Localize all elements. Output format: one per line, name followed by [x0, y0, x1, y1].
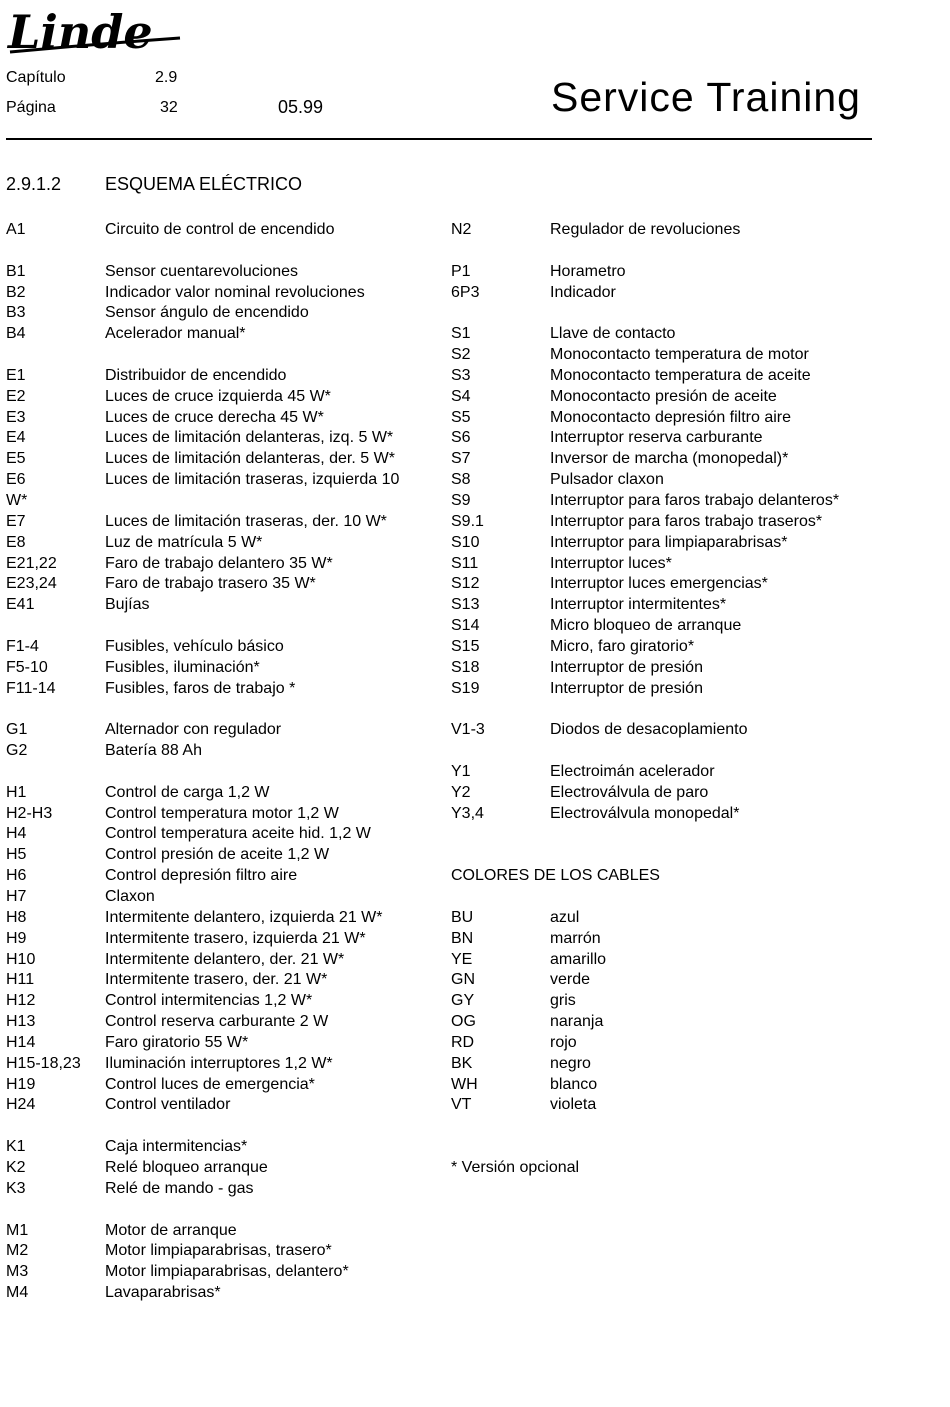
list-item: [451, 324, 881, 345]
item-code: G1: [6, 721, 28, 739]
item-description: Fusibles, faros de trabajo *: [105, 679, 296, 697]
item-code: H24: [6, 1096, 36, 1114]
item-code: BK: [451, 1054, 473, 1072]
list-item: [451, 1158, 881, 1179]
item-code: E4: [6, 429, 26, 447]
item-description: Electroválvula de paro: [550, 783, 709, 801]
item-description: Relé de mando - gas: [105, 1179, 254, 1197]
spacer: [451, 741, 881, 762]
list-item: [6, 220, 436, 241]
item-description: Interruptor de presión: [550, 658, 703, 676]
item-code: S7: [451, 450, 471, 468]
list-item: [451, 283, 881, 304]
item-code: H8: [6, 908, 27, 926]
list-item: [6, 595, 436, 616]
list-item: [6, 804, 436, 825]
item-description: Interruptor luces*: [550, 554, 672, 572]
item-code: H4: [6, 825, 27, 843]
item-description: marrón: [550, 929, 601, 947]
spacer: [451, 241, 881, 262]
item-code: B3: [6, 304, 26, 322]
item-code: S2: [451, 346, 471, 364]
page-value: 32: [160, 99, 178, 116]
item-code: H7: [6, 888, 27, 905]
item-description: Fusibles, iluminación*: [105, 658, 260, 676]
list-item: [6, 387, 436, 408]
item-code: K3: [6, 1179, 26, 1197]
item-description: amarillo: [550, 950, 607, 968]
spacer: [451, 845, 881, 866]
item-code: K2: [6, 1158, 26, 1176]
list-item: [6, 845, 436, 866]
spacer: [451, 699, 881, 720]
item-code: M2: [6, 1242, 29, 1260]
item-description: Micro, faro giratorio*: [550, 637, 695, 655]
item-description: Luces de cruce izquierda 45 W*: [105, 387, 331, 405]
spacer: [6, 345, 436, 366]
item-code: S3: [451, 366, 471, 384]
item-description: Acelerador manual*: [105, 325, 246, 343]
item-code: H19: [6, 1075, 36, 1093]
item-description: Fusibles, vehículo básico: [105, 637, 284, 655]
list-item: [6, 950, 436, 971]
item-description: Sensor ángulo de encendido: [105, 304, 309, 322]
item-description: negro: [550, 1054, 591, 1072]
list-item: [451, 929, 881, 950]
list-item: [451, 991, 881, 1012]
list-item: [451, 637, 881, 658]
item-description: Iluminación interruptores 1,2 W*: [105, 1054, 333, 1072]
item-text: W*: [6, 491, 28, 509]
list-item: [6, 679, 436, 700]
item-code: M4: [6, 1284, 29, 1302]
list-item: [451, 1095, 881, 1116]
item-description: Luces de limitación delanteras, der. 5 W*: [105, 450, 395, 468]
item-description: Indicador: [550, 283, 616, 301]
item-description: Motor de arranque: [105, 1221, 237, 1239]
list-item: [6, 1262, 436, 1283]
item-text: COLORES DE LOS CABLES: [451, 867, 660, 885]
item-description: Control ventilador: [105, 1096, 231, 1114]
list-item: [451, 720, 881, 741]
item-code: E6: [6, 471, 26, 489]
item-description: Inversor de marcha (monopedal)*: [550, 450, 789, 468]
item-text: * Versión opcional: [451, 1158, 580, 1176]
list-item: [6, 491, 436, 512]
item-code: H12: [6, 992, 36, 1010]
item-code: B1: [6, 262, 26, 280]
item-code: M3: [6, 1263, 29, 1281]
list-item: [6, 366, 436, 387]
item-description: Control luces de emergencia*: [105, 1075, 315, 1093]
list-item: [451, 595, 881, 616]
item-description: Control de carga 1,2 W: [105, 783, 270, 801]
chapter-value: 2.9: [155, 69, 178, 86]
item-code: S13: [451, 596, 480, 614]
list-item: [6, 887, 436, 908]
list-item: [6, 720, 436, 741]
list-item: [6, 428, 436, 449]
item-code: E21,22: [6, 554, 57, 572]
list-item: [6, 783, 436, 804]
item-description: Interruptor reserva carburante: [550, 429, 763, 447]
item-description: azul: [550, 908, 580, 926]
list-item: [451, 449, 881, 470]
chapter-label: Capítulo: [6, 69, 66, 86]
item-description: Motor limpiaparabrisas, delantero*: [105, 1263, 349, 1281]
item-description: naranja: [550, 1013, 604, 1031]
item-description: rojo: [550, 1033, 577, 1051]
list-item: [451, 366, 881, 387]
list-item: [451, 1033, 881, 1054]
list-item: [6, 283, 436, 304]
list-item: [6, 824, 436, 845]
list-item: [6, 470, 436, 491]
item-code: OG: [451, 1013, 476, 1031]
spacer: [6, 762, 436, 783]
item-code: 6P3: [451, 283, 480, 301]
item-code: H15-18,23: [6, 1054, 81, 1072]
item-code: H9: [6, 929, 27, 947]
item-description: Control depresión filtro aire: [105, 867, 298, 885]
item-description: Monocontacto temperatura de motor: [550, 346, 809, 364]
item-description: Electroimán acelerador: [550, 762, 715, 780]
list-item: [6, 554, 436, 575]
item-code: E3: [6, 408, 26, 426]
item-description: gris: [550, 992, 576, 1010]
list-item: [6, 1095, 436, 1116]
item-code: B2: [6, 283, 26, 301]
item-description: Intermitente delantero, der. 21 W*: [105, 950, 345, 968]
spacer: [451, 1137, 881, 1158]
item-code: H5: [6, 846, 27, 864]
item-code: P1: [451, 262, 471, 280]
list-item: [451, 574, 881, 595]
item-code: YE: [451, 950, 473, 968]
item-code: E5: [6, 450, 26, 468]
item-code: H6: [6, 867, 27, 885]
list-item: [451, 762, 881, 783]
list-item: [6, 908, 436, 929]
item-code: E41: [6, 596, 35, 614]
item-code: S14: [451, 617, 480, 635]
section-number: 2.9.1.2: [6, 174, 62, 194]
item-description: violeta: [550, 1096, 597, 1114]
list-item: [451, 428, 881, 449]
list-item: [6, 1054, 436, 1075]
item-code: H2-H3: [6, 804, 53, 822]
item-description: Lavaparabrisas*: [105, 1284, 221, 1302]
item-code: G2: [6, 742, 28, 760]
list-item: [451, 1054, 881, 1075]
item-code: S15: [451, 637, 480, 655]
item-description: Claxon: [105, 888, 155, 905]
item-description: Luces de limitación traseras, der. 10 W*: [105, 512, 387, 530]
item-description: verde: [550, 971, 591, 989]
item-description: Faro de trabajo trasero 35 W*: [105, 575, 316, 593]
item-code: B4: [6, 325, 26, 343]
item-description: Interruptor para limpiaparabrisas*: [550, 533, 788, 551]
item-code: F11-14: [6, 679, 56, 697]
list-item: [6, 408, 436, 429]
item-description: Bujías: [105, 596, 150, 614]
item-code: S19: [451, 679, 480, 697]
item-code: A1: [6, 221, 26, 238]
list-item: [6, 658, 436, 679]
spacer: [6, 1116, 436, 1137]
item-description: Luces de limitación delanteras, izq. 5 W*: [105, 429, 394, 447]
item-code: M1: [6, 1221, 29, 1239]
list-item: [6, 1179, 436, 1200]
left-column: [6, 220, 436, 1304]
item-description: blanco: [550, 1075, 598, 1093]
header-divider: [6, 138, 872, 140]
list-item: [451, 512, 881, 533]
list-item: [6, 262, 436, 283]
item-description: Intermitente trasero, der. 21 W*: [105, 971, 328, 989]
item-description: Horametro: [550, 262, 626, 280]
list-item: [6, 1137, 436, 1158]
item-code: F5-10: [6, 658, 48, 676]
item-code: V1-3: [451, 721, 485, 739]
item-description: Interruptor para faros trabajo traseros*: [550, 512, 823, 530]
item-description: Faro de trabajo delantero 35 W*: [105, 554, 333, 572]
item-description: Control temperatura motor 1,2 W: [105, 804, 339, 822]
list-item: [6, 970, 436, 991]
item-code: S10: [451, 533, 480, 551]
item-code: Y2: [451, 783, 471, 801]
spacer: [6, 616, 436, 637]
list-item: [6, 1158, 436, 1179]
item-code: H11: [6, 971, 35, 989]
item-code: S5: [451, 408, 471, 426]
spacer: [451, 1116, 881, 1137]
item-description: Interruptor luces emergencias*: [550, 575, 768, 593]
item-description: Electroválvula monopedal*: [550, 804, 740, 822]
item-code: S11: [451, 554, 479, 572]
item-description: Monocontacto temperatura de aceite: [550, 366, 811, 384]
list-item: [6, 1221, 436, 1242]
list-item: [6, 1241, 436, 1262]
item-code: S12: [451, 575, 480, 593]
list-item: [6, 512, 436, 533]
page-label: Página: [6, 99, 56, 116]
date: 05.99: [278, 97, 324, 117]
list-item: [451, 658, 881, 679]
item-description: Motor limpiaparabrisas, trasero*: [105, 1242, 332, 1260]
item-code: E2: [6, 387, 26, 405]
item-code: S8: [451, 471, 471, 489]
list-item: [6, 637, 436, 658]
item-code: GN: [451, 971, 475, 989]
item-description: Relé bloqueo arranque: [105, 1158, 268, 1176]
list-item: [451, 616, 881, 637]
list-item: [6, 533, 436, 554]
list-item: [451, 533, 881, 554]
item-code: N2: [451, 221, 472, 238]
list-item: [451, 491, 881, 512]
item-code: H10: [6, 950, 36, 968]
item-description: Regulador de revoluciones: [550, 221, 741, 238]
list-item: [6, 303, 436, 324]
list-item: [451, 345, 881, 366]
item-description: Sensor cuentarevoluciones: [105, 262, 299, 280]
item-code: H13: [6, 1013, 36, 1031]
list-item: [451, 908, 881, 929]
list-item: [451, 408, 881, 429]
item-description: Control intermitencias 1,2 W*: [105, 992, 313, 1010]
item-description: Distribuidor de encendido: [105, 366, 287, 384]
page-title: Service Training: [551, 74, 861, 120]
item-code: Y3,4: [451, 804, 484, 822]
item-description: Llave de contacto: [550, 325, 676, 343]
item-code: S1: [451, 325, 471, 343]
list-item: [451, 804, 881, 825]
item-code: VT: [451, 1096, 472, 1114]
list-item: [451, 470, 881, 491]
item-description: Batería 88 Ah: [105, 742, 202, 760]
item-description: Luces de limitación traseras, izquierda 10: [105, 471, 400, 489]
list-item: [451, 1075, 881, 1096]
list-item: [451, 220, 881, 241]
spacer: [451, 887, 881, 908]
item-description: Indicador valor nominal revoluciones: [105, 283, 365, 301]
item-description: Intermitente trasero, izquierda 21 W*: [105, 929, 366, 947]
logo-wordmark: Linde: [8, 5, 153, 56]
item-description: Interruptor para faros trabajo delanteros*: [550, 491, 840, 509]
item-description: Caja intermitencias*: [105, 1138, 248, 1156]
item-description: Control reserva carburante 2 W: [105, 1013, 329, 1031]
item-description: Micro bloqueo de arranque: [550, 617, 742, 635]
list-item: [451, 554, 881, 575]
item-code: S9.1: [451, 512, 484, 530]
list-item: [6, 866, 436, 887]
item-description: Pulsador claxon: [550, 471, 664, 489]
list-item: [6, 1075, 436, 1096]
item-code: S4: [451, 387, 471, 405]
list-item: [451, 387, 881, 408]
item-description: Interruptor de presión: [550, 679, 703, 697]
list-item: [6, 929, 436, 950]
item-code: RD: [451, 1033, 475, 1051]
list-item: [451, 783, 881, 804]
list-item: [6, 1033, 436, 1054]
item-description: Monocontacto depresión filtro aire: [550, 408, 792, 426]
item-description: Monocontacto presión de aceite: [550, 387, 777, 405]
item-code: F1-4: [6, 637, 39, 655]
list-item: [6, 449, 436, 470]
item-code: E7: [6, 512, 26, 530]
list-item: [6, 1012, 436, 1033]
section-title: ESQUEMA ELÉCTRICO: [105, 174, 303, 194]
item-description: Control temperatura aceite hid. 1,2 W: [105, 825, 371, 843]
item-code: S6: [451, 429, 471, 447]
spacer: [451, 824, 881, 845]
spacer: [451, 303, 881, 324]
item-code: Y1: [451, 762, 471, 780]
item-description: Interruptor intermitentes*: [550, 596, 727, 614]
item-code: E8: [6, 533, 26, 551]
item-code: E23,24: [6, 575, 57, 593]
item-code: S18: [451, 658, 480, 676]
right-column: [451, 220, 881, 1179]
item-code: K1: [6, 1138, 26, 1156]
list-item: [451, 950, 881, 971]
item-description: Control presión de aceite 1,2 W: [105, 846, 330, 864]
list-item: [6, 324, 436, 345]
list-item: [451, 262, 881, 283]
item-description: Luces de cruce derecha 45 W*: [105, 408, 324, 426]
item-code: H1: [6, 783, 27, 801]
item-code: BN: [451, 929, 474, 947]
item-description: Circuito de control de encendido: [105, 221, 335, 238]
item-code: GY: [451, 992, 475, 1010]
list-item: [6, 1283, 436, 1304]
list-item: [451, 679, 881, 700]
item-code: E1: [6, 366, 26, 384]
spacer: [6, 1200, 436, 1221]
list-item: [6, 991, 436, 1012]
item-code: S9: [451, 491, 471, 509]
item-description: Alternador con regulador: [105, 721, 282, 739]
list-item: [451, 866, 881, 887]
item-description: Luz de matrícula 5 W*: [105, 533, 263, 551]
spacer: [6, 699, 436, 720]
spacer: [6, 241, 436, 262]
item-code: WH: [451, 1075, 478, 1093]
item-description: Diodos de desacoplamiento: [550, 721, 748, 739]
item-code: BU: [451, 908, 474, 926]
item-description: Intermitente delantero, izquierda 21 W*: [105, 908, 383, 926]
list-item: [451, 970, 881, 991]
list-item: [6, 574, 436, 595]
item-code: H14: [6, 1033, 36, 1051]
item-description: Faro giratorio 55 W*: [105, 1033, 249, 1051]
list-item: [6, 741, 436, 762]
list-item: [451, 1012, 881, 1033]
linde-logo: [6, 2, 182, 56]
